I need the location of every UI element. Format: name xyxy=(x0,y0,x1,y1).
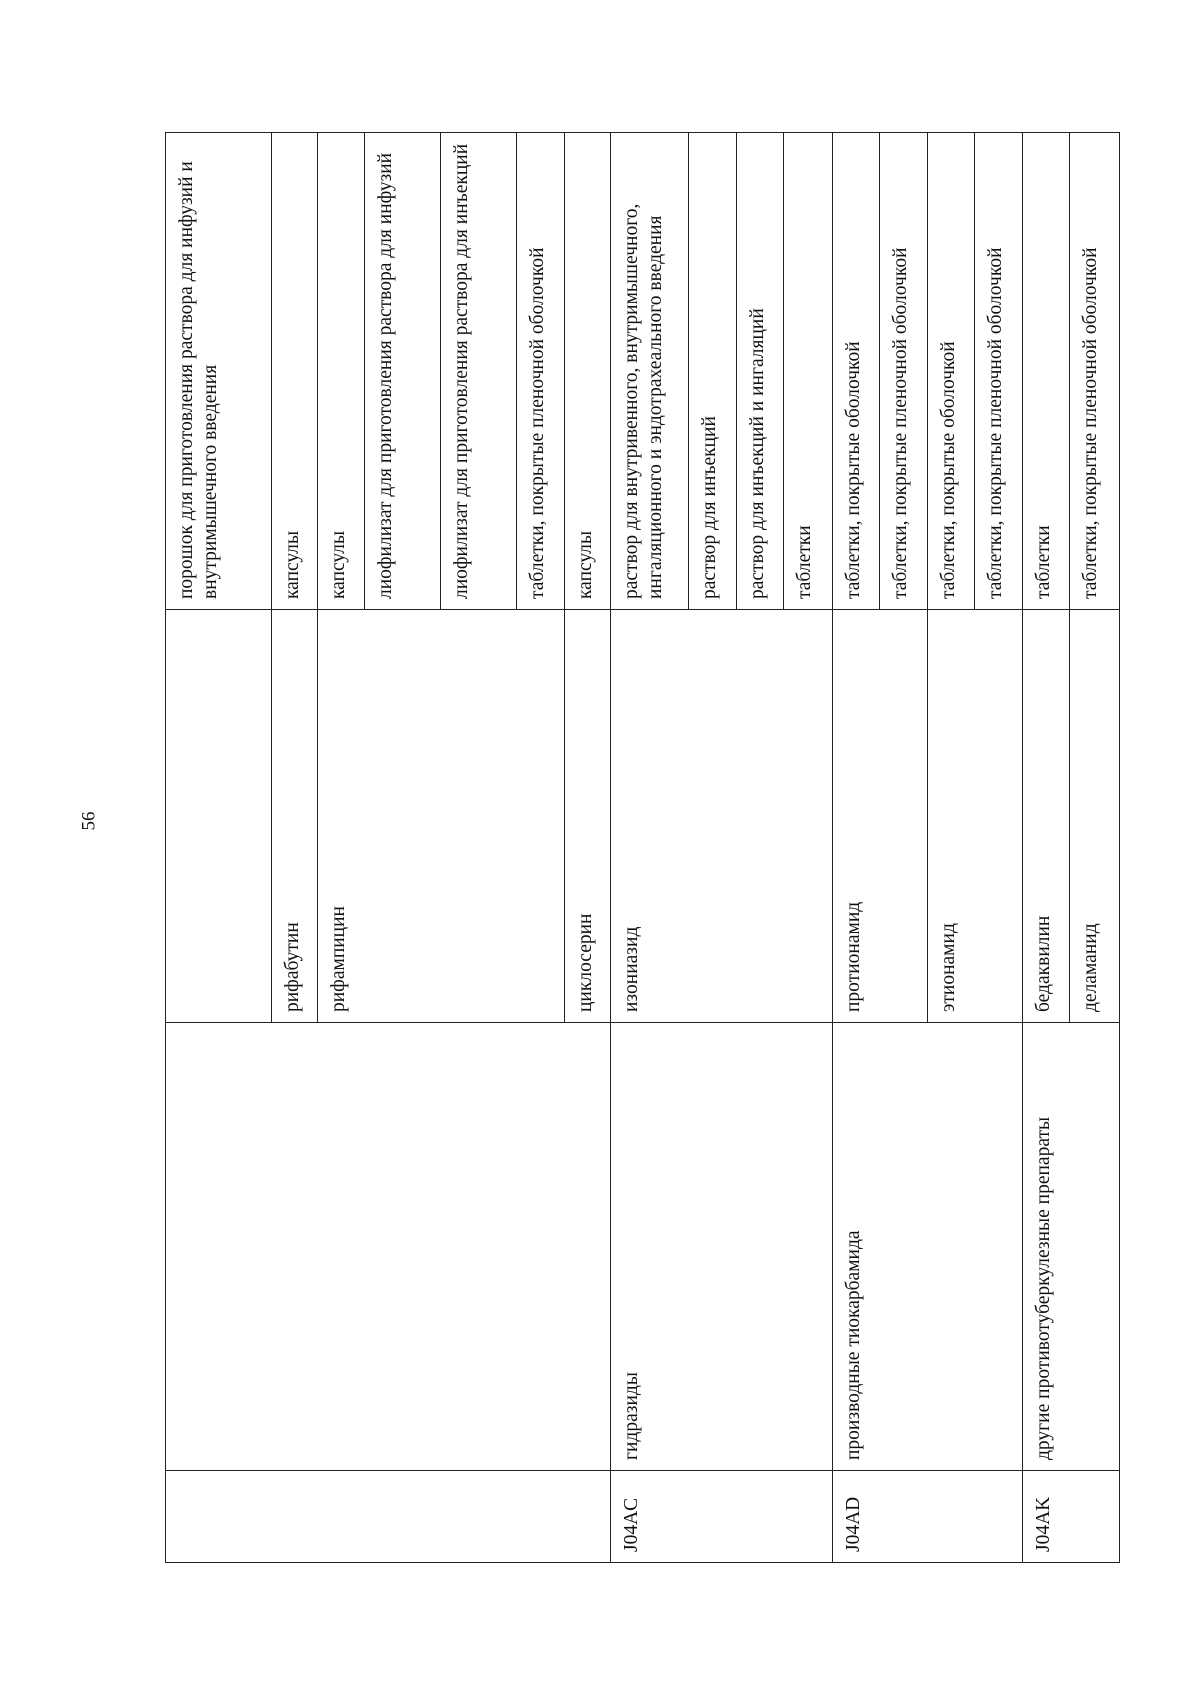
drug-name-cell: этионамид xyxy=(927,610,1022,1023)
drug-name-cell: протионамид xyxy=(832,610,927,1023)
drug-name-cell: рифабутин xyxy=(271,610,317,1023)
drug-name-cell: деламанид xyxy=(1070,610,1120,1023)
dosage-form-cell: раствор для внутривенного, внутримышечного, ингаляционного и эндотрахеального введения xyxy=(611,133,689,610)
dosage-form-cell: капсулы xyxy=(564,133,610,610)
dosage-form-cell: таблетки xyxy=(784,133,833,610)
drug-table xyxy=(165,132,1120,1563)
dosage-form-cell: таблетки, покрытые пленочной оболочкой xyxy=(1070,133,1120,610)
group-name-cell: производные тиокарбамида xyxy=(832,1023,1022,1471)
drug-name-cell: бедаквилин xyxy=(1022,610,1069,1023)
dosage-form-cell: таблетки, покрытые оболочкой xyxy=(832,133,879,610)
dosage-form-cell: капсулы xyxy=(317,133,364,610)
table-row xyxy=(166,133,272,1563)
dosage-form-cell: таблетки, покрытые пленочной оболочкой xyxy=(517,133,564,610)
page-number: 56 xyxy=(78,811,100,831)
dosage-form-cell: таблетки xyxy=(1022,133,1069,610)
drug-name-cell: рифампицин xyxy=(317,610,564,1023)
table-row xyxy=(1022,133,1069,1563)
drug-name-cell xyxy=(166,610,272,1023)
dosage-form-cell: порошок для приготовления раствора для инфузий и внутримышечного введения xyxy=(166,133,272,610)
dosage-form-cell: таблетки, покрытые оболочкой xyxy=(927,133,974,610)
atc-code-cell: J04AD xyxy=(832,1471,1022,1563)
dosage-form-cell: раствор для инъекций и ингаляций xyxy=(736,133,783,610)
dosage-form-cell: лиофилизат для приготовления раствора для инфузий xyxy=(365,133,441,610)
group-name-cell xyxy=(166,1023,611,1471)
drug-table-body xyxy=(166,133,1120,1563)
atc-code-cell xyxy=(166,1471,611,1563)
drug-name-cell: изониазид xyxy=(611,610,833,1023)
group-name-cell: другие противотуберкулезные препараты xyxy=(1022,1023,1119,1471)
dosage-form-cell: таблетки, покрытые пленочной оболочкой xyxy=(975,133,1022,610)
dosage-form-cell: капсулы xyxy=(271,133,317,610)
group-name-cell: гидразиды xyxy=(611,1023,833,1471)
dosage-form-cell: таблетки, покрытые пленочной оболочкой xyxy=(880,133,927,610)
atc-code-cell: J04AC xyxy=(611,1471,833,1563)
drug-name-cell: циклосерин xyxy=(564,610,610,1023)
dosage-form-cell: лиофилизат для приготовления раствора для инъекций xyxy=(441,133,517,610)
table-row xyxy=(832,133,879,1563)
table-row xyxy=(611,133,689,1563)
rotated-table-container xyxy=(165,133,1120,1563)
atc-code-cell: J04AK xyxy=(1022,1471,1119,1563)
dosage-form-cell: раствор для инъекций xyxy=(689,133,736,610)
